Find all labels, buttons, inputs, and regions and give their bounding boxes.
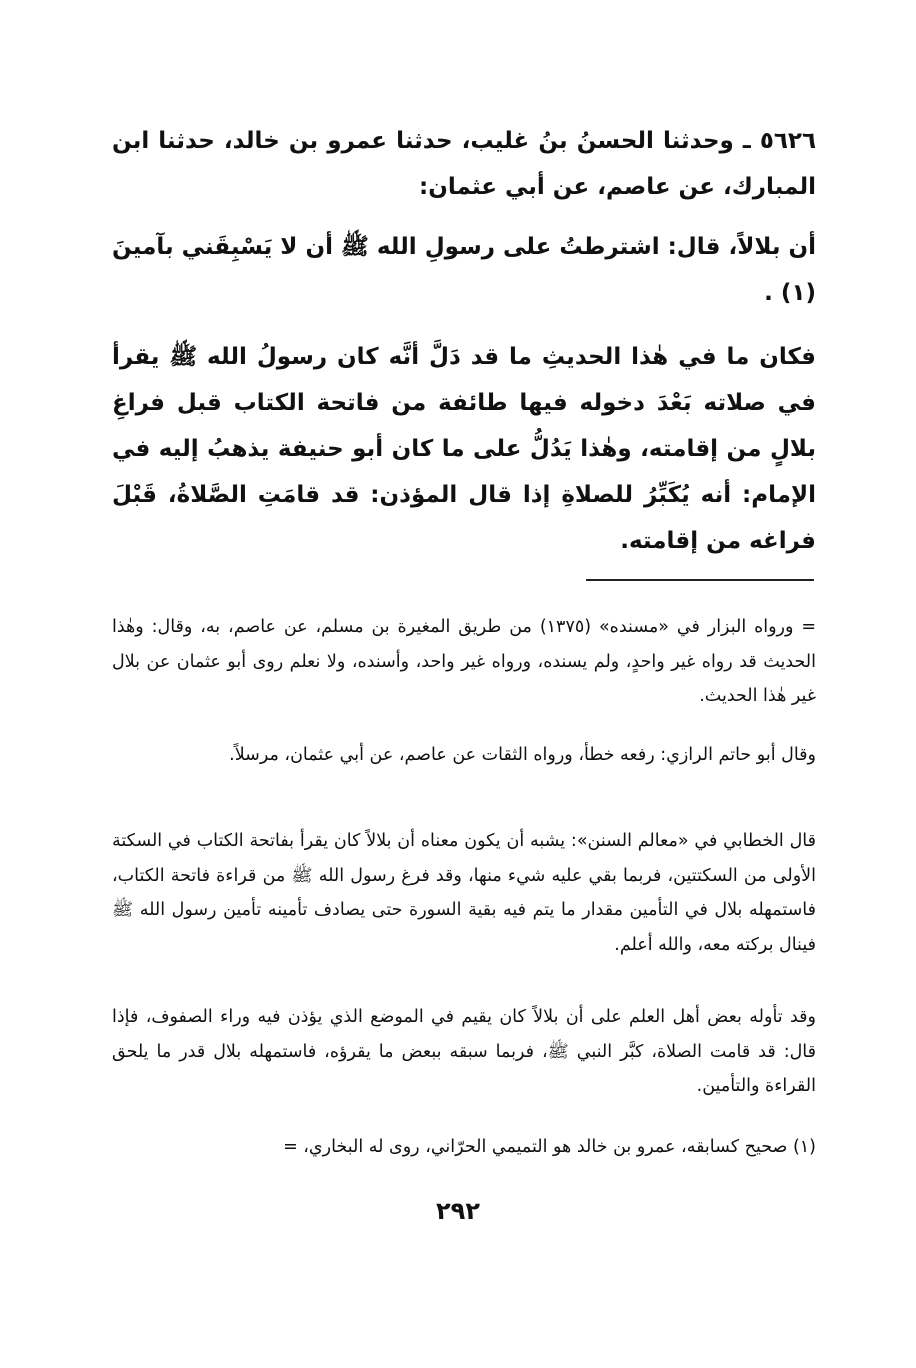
hadith-matn	[112, 224, 816, 316]
footnote-divider	[586, 579, 814, 581]
footnote-taawil-text: وقد تأوله بعض أهل العلم على أن بلالاً كان يقيم في الموضع الذي يؤذن فيه وراء الصفوف، فإذا قال: قد قامت الصلاة، كبَّر النبي ﷺ، فربما سبقه ببعض ما يقرؤه، فاستمهله بلال قدر ما يلحق القراءة والتأمين.	[112, 1007, 816, 1096]
footnote-1	[112, 1130, 816, 1165]
footnote-abi-hatim-text: وقال أبو حاتم الرازي: رفعه خطأ، ورواه الثقات عن عاصم، عن أبي عثمان، مرسلاً.	[229, 745, 816, 765]
footnote-khattabi	[112, 824, 816, 962]
footnote-abi-hatim	[112, 738, 816, 773]
footnote-continued	[112, 610, 816, 714]
commentary-paragraph	[112, 334, 816, 564]
page-number: ٢٩٢	[436, 1197, 480, 1225]
footnote-continued-text: = ورواه البزار في «مسنده» (١٣٧٥) من طريق المغيرة بن مسلم، عن عاصم، به، وقال: وهٰذا الحديث قد رواه غير واحدٍ، ولم يسنده، ورواه غير واحد، وأسنده، ولا نعلم روى أبو عثمان عن بلال غير هٰذا الحديث.	[112, 617, 817, 706]
hadith-intro	[112, 118, 816, 210]
commentary-text: فكان ما في هٰذا الحديثِ ما قد دَلَّ أنَّه كان رسولُ الله ﷺ يقرأ في صلاته بَعْدَ دخوله فيها طائفة من فاتحة الكتاب قبل فراغِ بلالٍ من إقامته، وهٰذا يَدُلُّ على ما كان أبو حنيفة يذهبُ إليه في الإمام: أنه يُكَبِّرُ للصلاةِ إذا قال المؤذن: قد قامَتِ الصَّلاةُ، قَبْلَ فراغه من إقامته.	[112, 344, 816, 554]
footnote-khattabi-text: قال الخطابي في «معالم السنن»: يشبه أن يكون معناه أن بلالاً كان يقرأ بفاتحة الكتاب في السكتة الأولى من السكتتين، فربما بقي عليه شيء منها، وقد فرغ رسول الله ﷺ من قراءة فاتحة الكتاب، فاستمهله بلال في التأمين مقدار ما يتم فيه بقية السورة حتى يصادف تأمينه تأمين رسول الله ﷺ فينال بركته معه، والله أعلم.	[112, 831, 816, 955]
footnote-taawil	[112, 1000, 816, 1104]
hadith-matn-text: أن بلالاً، قال: اشترطتُ على رسولِ الله ﷺ أن لا يَسْبِقَني بآمينَ (١) .	[112, 234, 816, 306]
hadith-isnad-text: ٥٦٢٦ ـ وحدثنا الحسنُ بنُ غليب، حدثنا عمرو بن خالد، حدثنا ابن المبارك، عن عاصم، عن أبي عثمان:	[112, 128, 816, 200]
footnote-1-text: (١) صحيح كسابقه، عمرو بن خالد هو التميمي الحرّاني، روى له البخاري، =	[283, 1137, 816, 1157]
